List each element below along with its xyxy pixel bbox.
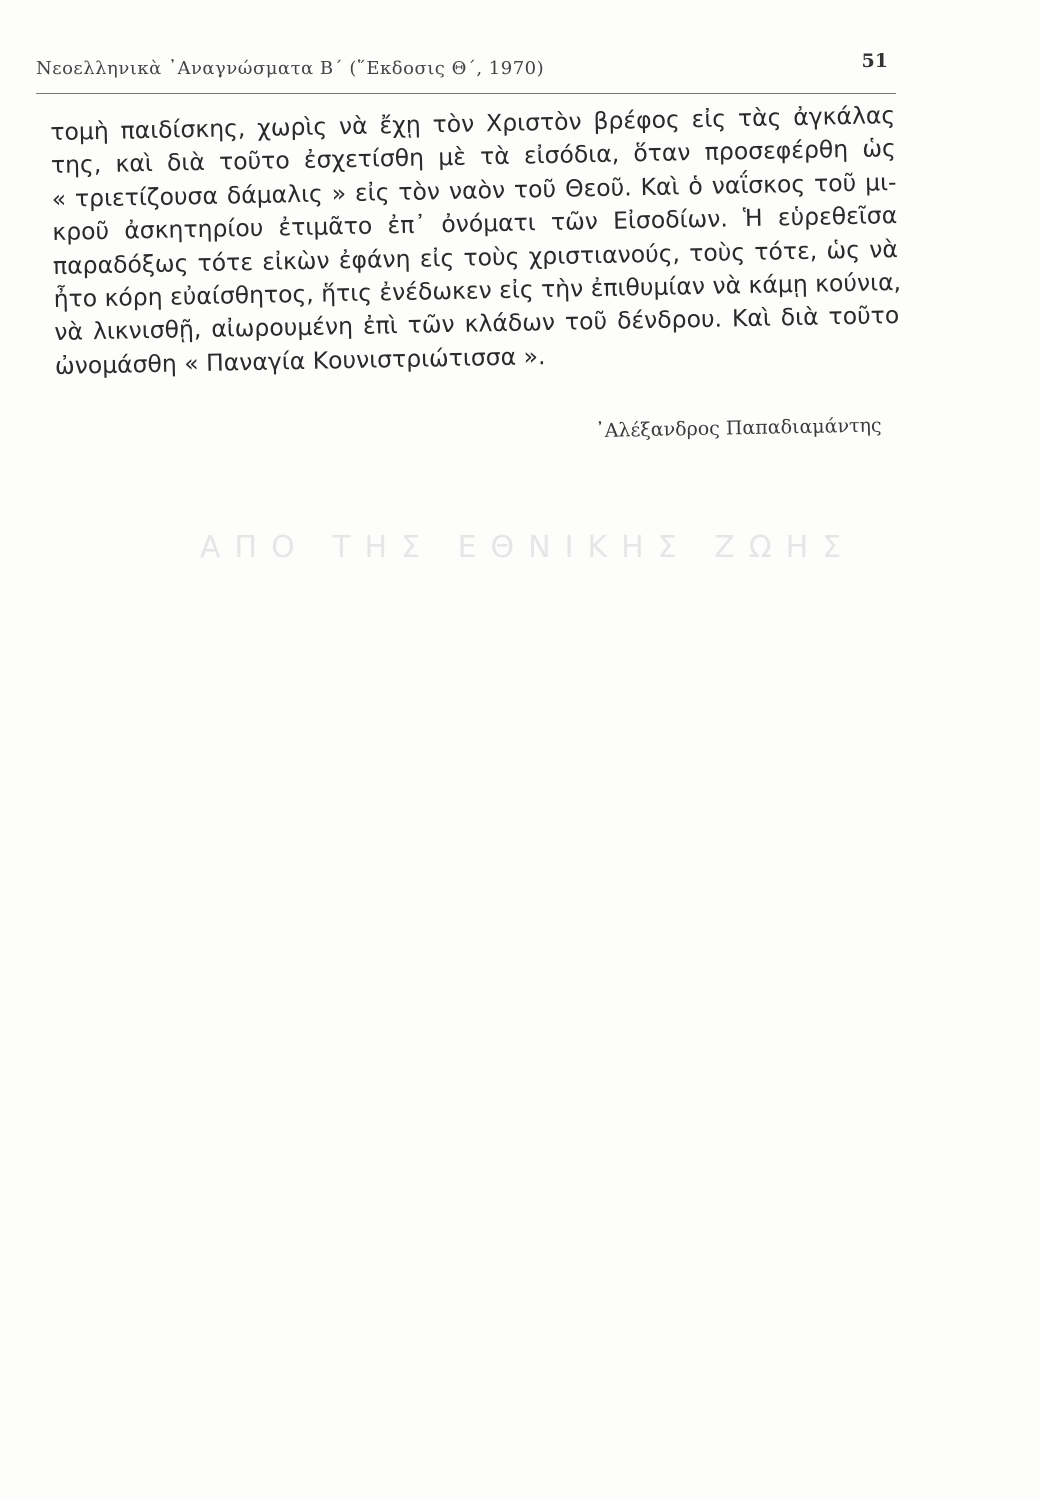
text-line: « τριετίζουσα δάμαλις » εἰς τὸν ναὸν τοῦ Θεοῦ. Καὶ ὁ ναΐσκος τοῦ μι- [51, 167, 897, 213]
text-line: ἦτο κόρη εὐαίσθητος, ἥτις ἐνέδωκεν εἰς τὴν ἐπιθυμίαν νὰ κάμῃ κούνια, [53, 267, 902, 313]
running-title: Νεοελληνικὰ ᾿Αναγνώσματα Β΄ (῞Εκδοσις Θ΄, 1970) [36, 58, 545, 79]
text-line: νὰ λικνισθῇ, αἰωρουμένη ἐπὶ τῶν κλάδων τοῦ δένδρου. Καὶ διὰ τοῦτο [54, 301, 900, 347]
text-line: παραδόξως τότε εἰκὼν ἐφάνη εἰς τοὺς χριστιανούς, τοὺς τότε, ὡς νὰ [52, 234, 899, 280]
bleed-through-heading: ΑΠΟ ΤΗΣ ΕΘΝΙΚΗΣ ΖΩΗΣ [200, 530, 856, 565]
header-rule [36, 93, 896, 94]
text-line-last: ὠνομάσθη « Παναγία Κουνιστριώτισσα ». [54, 341, 546, 380]
page-number: 51 [861, 50, 888, 72]
text-line: της, καὶ διὰ τοῦτο ἐσχετίσθη μὲ τὰ εἰσόδια, ὅταν προσεφέρθη ὡς [50, 134, 897, 180]
text-line: κροῦ ἀσκητηρίου ἐτιμᾶτο ἐπ᾿ ὀνόματι τῶν Εἰσοδίων. Ἡ εὑρεθεῖσα [52, 201, 898, 247]
text-line: τομὴ παιδίσκης, χωρὶς νὰ ἔχῃ τὸν Χριστὸν βρέφος εἰς τὰς ἀγκάλας [50, 101, 896, 146]
running-header [36, 50, 896, 90]
body-paragraph [50, 99, 900, 383]
author-signature: ᾿Αλέξανδρος Παπαδιαμάντης [595, 414, 882, 442]
